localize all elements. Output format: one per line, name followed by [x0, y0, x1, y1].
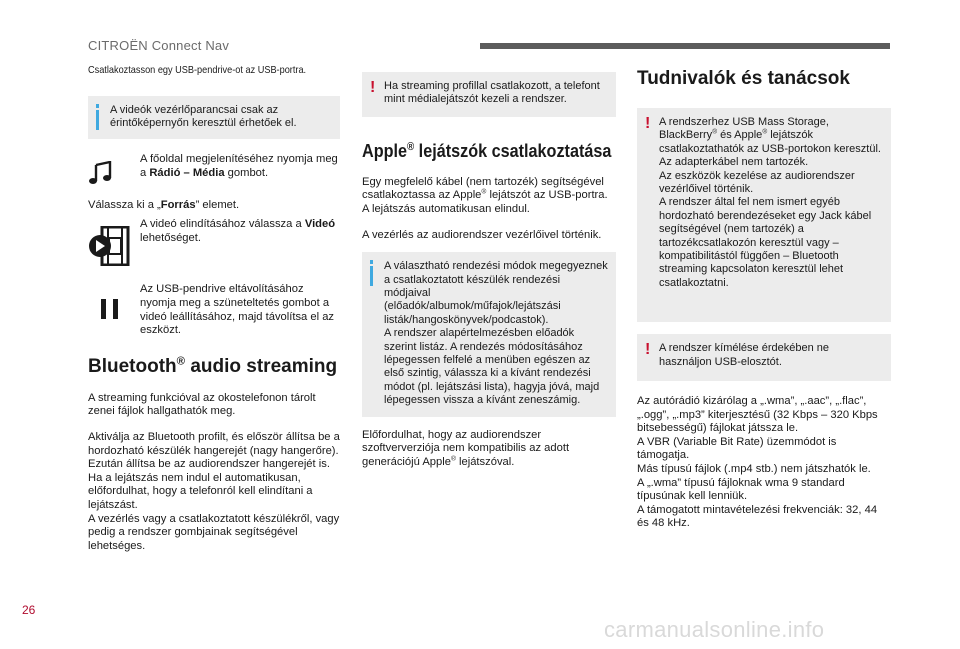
apple-control-text: A vezérlés az audiorendszer vezérlőivel történik. — [362, 228, 602, 241]
sorting-info-text: A választható rendezési módok megegyeznek a csatlakoztatott készülék rendezési módjaival (előadók/albumok/műfajok/lejátszási listák/hangoskönyvek/podcastok). A rendszer alapértelmezésben előadók szerint listáz. A rendezés módosításához lépegessen felfelé a menüben egészen az első szintig, válassza ki a kívánt rendezési módot (pl. lejátszási lista), hagyja jóvá, majd lépegessen vissza a kívánt zeneszámig. — [384, 260, 608, 407]
streaming-warning-text: Ha streaming profillal csatlakozott, a telefont mint médialejátszót kezeli a rendszer. — [384, 80, 600, 106]
music-step-text: A főoldal megjelenítéséhez nyomja meg a Rádió – Média gombot. — [140, 153, 338, 179]
select-source-text: Válassza ki a „Forrás” elemet. — [88, 198, 240, 211]
info-bar-icon — [370, 260, 382, 290]
column-3 — [637, 64, 891, 531]
bluetooth-intro: A streaming funkcióval az okostelefonon tárolt zenei fájlok hallgathatók meg. — [88, 391, 316, 418]
exclamation-icon: ! — [645, 341, 651, 359]
apple-heading: Apple® lejátszók csatlakoztatása — [362, 140, 612, 161]
usb-hub-warning-text: A rendszer kímélése érdekében ne használjon USB-elosztót. — [659, 342, 829, 368]
usb-hub-warning — [637, 334, 891, 381]
apple-connect-text: Egy megfelelő kábel (nem tartozék) segítségével csatlakoztassa az Apple® lejátszót az USB-portra. A lejátszás automatikusan elindul. — [362, 175, 608, 215]
exclamation-icon: ! — [645, 115, 651, 132]
streaming-warning — [362, 72, 616, 117]
intro-text: Csatlakoztasson egy USB-pendrive-ot az USB-portra. — [88, 65, 307, 76]
column-2 — [362, 64, 616, 469]
exclamation-icon: ! — [370, 79, 376, 96]
usb-devices-warning-text: A rendszerhez USB Mass Storage, BlackBerry® és Apple® lejátszók csatlakoztathatók az USB-portokon keresztül. Az adapterkábel nem tartozék. Az eszközök kezelése az audiorendszer vezérlőivel történik. A rendszer által fel nem ismert egyéb hordozható berendezéseket egy Jack kábel segítségével (nem tartozék) a tartozékcsatlakozón keresztül vagy – kompatibilitástól függően – Bluetooth streaming kapcsolaton keresztül lehet csatlakoztatni. — [659, 116, 881, 289]
page-number: 26 — [22, 603, 36, 617]
video-controls-note-text: A videók vezérlőparancsai csak az érintőképernyőn keresztül érhetőek el. — [110, 103, 297, 129]
header-bar — [480, 43, 890, 49]
video-controls-note — [88, 96, 340, 140]
usb-devices-warning — [637, 108, 891, 322]
bluetooth-heading: Bluetooth® audio streaming — [88, 355, 338, 377]
video-step-text: A videó elindításához válassza a Videó lehetőséget. — [140, 218, 336, 244]
column-1 — [88, 64, 340, 553]
radio-media-label: Rádió – Média — [149, 167, 225, 179]
pause-step-text: Az USB-pendrive eltávolításához nyomja meg a szüneteltetés gombot a videó leállításához, majd távolítsa el az eszközt. — [140, 283, 335, 337]
music-note-icon — [88, 161, 114, 190]
tips-heading: Tudnivalók és tanácsok — [637, 68, 850, 89]
info-bar-icon — [96, 104, 108, 134]
bluetooth-instructions: Aktiválja az Bluetooth profilt, és először állítsa be a hordozható készülék hangerejét (nagy hangerőre). Ezután állítsa be az audiorendszer hangerejét is. Ha a lejátszás nem indul el automatikusan, előfordulhat, hogy a telefonról kell elindítani a lejátszást. A vezérlés vagy a csatlakoztatott készülékről, vagy pedig a rendszer gombjainak segítségével lehetséges. — [88, 430, 340, 552]
source-label: Forrás — [160, 198, 196, 211]
video-label: Videó — [304, 218, 336, 231]
video-step — [88, 218, 340, 245]
pause-step — [88, 283, 340, 337]
video-film-icon — [88, 226, 132, 271]
music-step — [88, 153, 340, 180]
apple-compat-text: Előfordulhat, hogy az audiorendszer szoftververziója nem kompatibilis az adott generációjú Apple® lejátszóval. — [362, 428, 570, 468]
pause-icon — [100, 299, 120, 324]
sorting-info-note — [362, 252, 616, 416]
file-formats-text: Az autórádió kizárólag a „.wma”, „.aac”, „.flac”, „.ogg”, „.mp3” kiterjesztésű (32 Kbps – 320 Kbps bitsebességű) fájlokat játssza le. A VBR (Variable Bit Rate) üzemmódot is támogatja. Más típusú fájlok (.mp4 stb.) nem játszhatók le. A „.wma” típusú fájloknak wma 9 standard típusúnak kell lenniük. A támogatott mintavételezési frekvenciák: 32, 44 és 48 kHz. — [637, 395, 878, 530]
header-title: CITROËN Connect Nav — [88, 38, 230, 53]
watermark-text: carmanualsonline.info — [604, 617, 825, 642]
